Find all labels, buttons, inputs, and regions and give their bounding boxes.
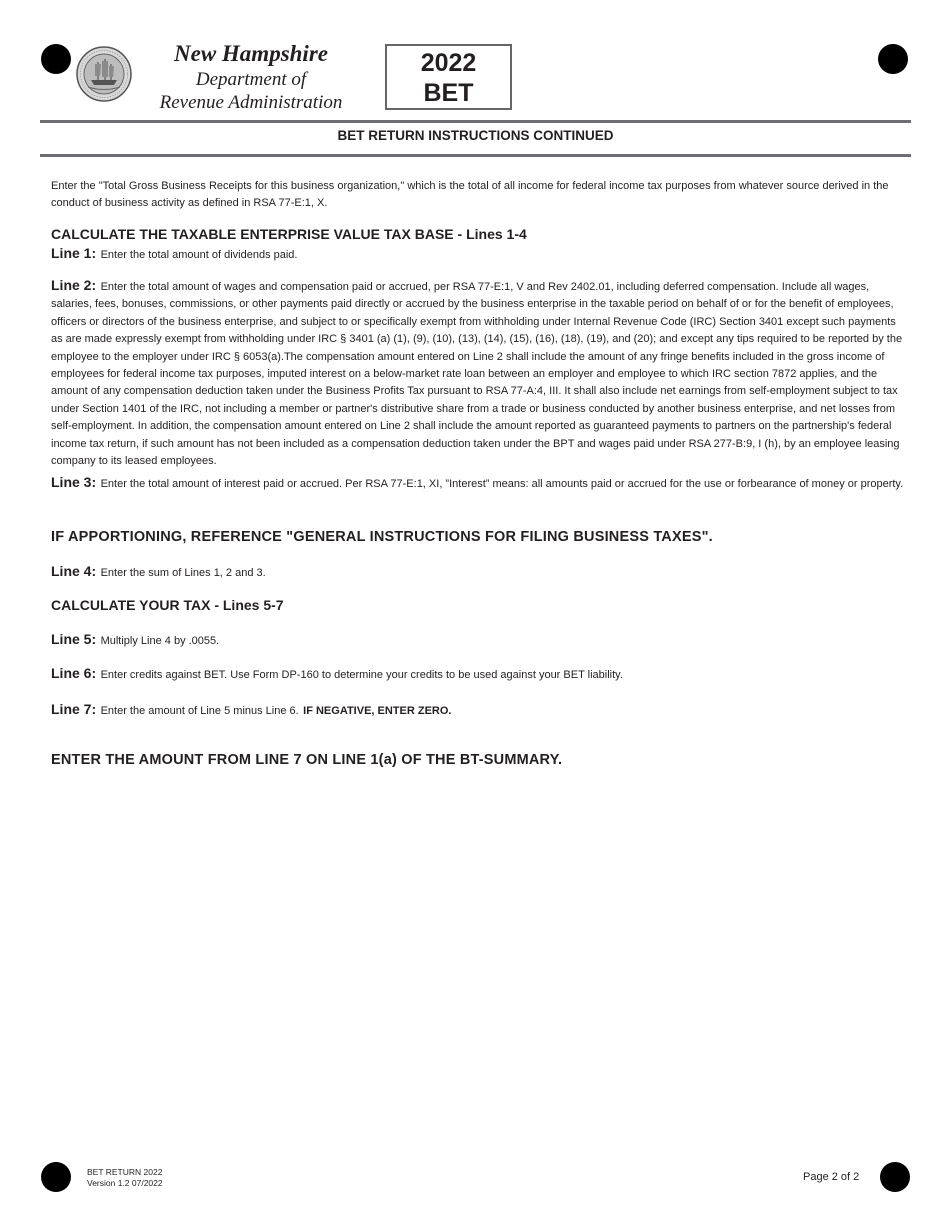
line-2-text: Enter the total amount of wages and compensation paid or accrued, per RSA 77-E:1, V and Rev 2402.01, including deferred compensation. Include all wages, salaries, fees, bonuses, commissions, or other payments paid directly or accrued by the business enterprise in the taxable period on behalf of or for the benefit of employees, officers or directors of the business enterprise, and subject to or specifically exempt from withholding under Internal Revenue Code (IRC) Section 3401 except such payments as are made expressly exempt from withholding under IRC § 3401 (a) (1), (9), (10), (13), (14), (15), (16), (18), (19), and (20); and except any tips required to be reported by the employee to the employer under IRC § 6053(a).The compensation amount entered on Line 2 shall include the amount of any fringe benefits included in the gross income of employees for federal income tax purposes, imputed interest on a below-market rate loan between an employer and employee to which IRC section 7872 applies, and the amount of any compensation deduction taken under the Business Profits Tax pursuant to RSA 77-A:4, III. It shall also include net earnings from self-employment subject to tax under Section 1401 of the IRC, not including a member or partner's distributive share from a trade or business conducted by another business enterprise, and net losses from self-employment. In addition, the compensation amount entered on Line 2 shall include the amount reported as guaranteed payments to partners on the partnership's federal income tax return, if such amount has not been included as a compensation deduction taken under the BPT and wages paid under RSA 277-B:9, I (h), by an employee leasing company to its leased employees.	[51, 281, 903, 468]
footer-page-number: Page 2 of 2	[803, 1171, 860, 1183]
page-heading: BET RETURN INSTRUCTIONS CONTINUED	[337, 128, 614, 143]
registration-mark-bottom-right	[880, 1162, 910, 1192]
apportioning-note: IF APPORTIONING, REFERENCE "GENERAL INSTRUCTIONS FOR FILING BUSINESS TAXES".	[51, 529, 713, 545]
line-1-label: Line 1:	[51, 245, 97, 261]
footer-form-info	[87, 1167, 163, 1189]
department-line-1: Department of	[195, 69, 307, 90]
form-id-box	[385, 44, 512, 110]
registration-mark-bottom-left	[41, 1162, 71, 1192]
final-instruction: ENTER THE AMOUNT FROM LINE 7 ON LINE 1(a) OF THE BT-SUMMARY.	[51, 752, 563, 768]
line-4-text: Enter the sum of Lines 1, 2 and 3.	[100, 567, 266, 579]
agency-name-block	[136, 40, 366, 114]
line-5-label: Line 5:	[51, 631, 97, 647]
line-3-text: Enter the total amount of interest paid or accrued. Per RSA 77-E:1, XI, ”Interest” means: all amounts paid or accrued for the use or forbearance of money or property.	[100, 478, 904, 490]
line-5-text: Multiply Line 4 by .0055.	[100, 635, 220, 647]
footer-form-name: BET RETURN 2022	[87, 1167, 163, 1177]
section-heading-calculate-tax: CALCULATE YOUR TAX - Lines 5-7	[51, 597, 284, 613]
line-3-instruction	[51, 474, 906, 492]
line-6-text: Enter credits against BET. Use Form DP-160 to determine your credits to be used against your BET liability.	[100, 669, 623, 681]
department-line-2: Revenue Administration	[159, 92, 343, 113]
header-rule-bottom	[40, 154, 911, 157]
line-7-instruction	[51, 701, 906, 719]
section-heading-tax-base: CALCULATE THE TAXABLE ENTERPRISE VALUE TAX BASE - Lines 1-4	[51, 226, 527, 242]
line-6-instruction	[51, 665, 906, 683]
line-1-text: Enter the total amount of dividends paid.	[100, 249, 298, 261]
intro-paragraph: Enter the "Total Gross Business Receipts for this business organization," which is the total of all income for federal income tax purposes from whatever source derived in the conduct of business activity as defined in RSA 77-E:1, X.	[51, 180, 889, 209]
registration-mark-top-right	[878, 44, 908, 74]
form-code: BET	[423, 79, 474, 107]
line-7-emphasis: IF NEGATIVE, ENTER ZERO.	[303, 705, 452, 717]
header-rule-top	[40, 120, 911, 123]
state-name: New Hampshire	[174, 41, 328, 66]
footer-version: Version 1.2 07/2022	[87, 1178, 163, 1188]
state-seal-icon	[76, 46, 132, 102]
line-7-label: Line 7:	[51, 701, 97, 717]
line-4-label: Line 4:	[51, 563, 97, 579]
line-6-label: Line 6:	[51, 665, 97, 681]
registration-mark-top-left	[41, 44, 71, 74]
line-2-label: Line 2:	[51, 277, 97, 293]
line-7-text: Enter the amount of Line 5 minus Line 6.	[100, 705, 299, 717]
line-4-instruction	[51, 563, 906, 581]
line-3-label: Line 3:	[51, 474, 97, 490]
line-2-instruction	[51, 277, 906, 469]
line-1-instruction	[51, 245, 906, 263]
line-5-instruction	[51, 631, 906, 649]
form-year: 2022	[420, 49, 477, 77]
